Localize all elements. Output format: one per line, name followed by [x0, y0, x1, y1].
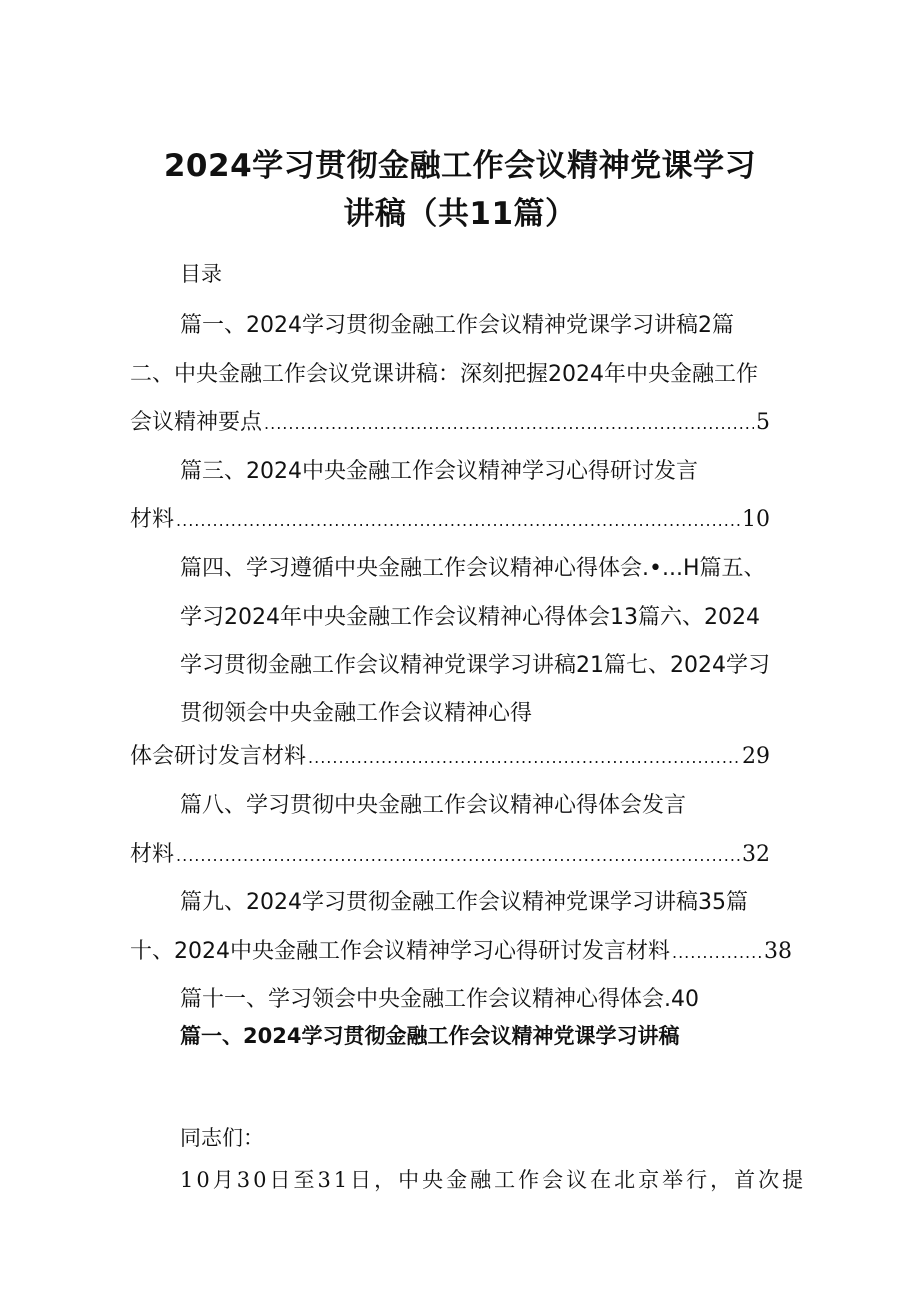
toc-page-number: 10 [742, 507, 770, 532]
dot-leader [264, 414, 754, 433]
toc-heading: 目录 [180, 262, 222, 286]
section-heading: 篇一、2024学习贯彻金融工作会议精神党课学习讲稿 [180, 1024, 680, 1048]
toc-page-number: 38 [764, 939, 792, 964]
toc-entry-10 [130, 939, 792, 965]
toc-entry-2-continued [130, 410, 770, 436]
toc-entry-label: 材料 [130, 842, 175, 867]
toc-entry-label: 十、2024中央金融工作会议精神学习心得研讨发言材料 [130, 939, 670, 964]
toc-page-number: 5 [756, 410, 770, 435]
toc-entry-7: 贯彻领会中央金融工作会议精神心得 [180, 701, 533, 726]
toc-page-number: 32 [742, 842, 770, 867]
toc-entry-11: 篇十一、学习领会中央金融工作会议精神心得体会.40 [180, 987, 699, 1012]
toc-entry-1: 篇一、2024学习贯彻金融工作会议精神党课学习讲稿2篇 [180, 313, 734, 338]
toc-entry-label: 材料 [130, 507, 175, 532]
toc-entry-5: 学习2024年中央金融工作会议精神心得体会13篇六、2024 [180, 605, 760, 630]
toc-entry-label: 体会研讨发言材料 [130, 744, 307, 769]
toc-entry-8: 篇八、学习贯彻中央金融工作会议精神心得体会发言 [180, 793, 687, 818]
dot-leader [308, 748, 740, 767]
toc-entry-8-continued [130, 842, 770, 868]
toc-entry-2: 二、中央金融工作会议党课讲稿：深刻把握2024年中央金融工作 [130, 362, 758, 387]
toc-entry-7-continued [130, 744, 770, 770]
toc-entry-label: 会议精神要点 [130, 410, 263, 435]
dot-leader [176, 846, 740, 865]
toc-entry-9: 篇九、2024学习贯彻金融工作会议精神党课学习讲稿35篇 [180, 890, 748, 915]
document-title-line-1: 2024学习贯彻金融工作会议精神党课学习 [163, 148, 757, 184]
toc-entry-4: 篇四、学习遵循中央金融工作会议精神心得体会.•...H篇五、 [180, 556, 766, 581]
toc-entry-3-continued [130, 507, 770, 533]
dot-leader [672, 943, 762, 962]
toc-page-number: 29 [742, 744, 770, 769]
toc-entry-6: 学习贯彻金融工作会议精神党课学习讲稿21篇七、2024学习 [180, 653, 770, 678]
body-paragraph-1: 10月30日至31日，中央金融工作会议在北京举行，首次提 [180, 1168, 807, 1192]
dot-leader [176, 511, 740, 530]
document-title-line-2: 讲稿（共11篇） [343, 196, 577, 232]
salutation: 同志们： [180, 1126, 264, 1150]
toc-entry-3: 篇三、2024中央金融工作会议精神学习心得研讨发言 [180, 459, 698, 484]
